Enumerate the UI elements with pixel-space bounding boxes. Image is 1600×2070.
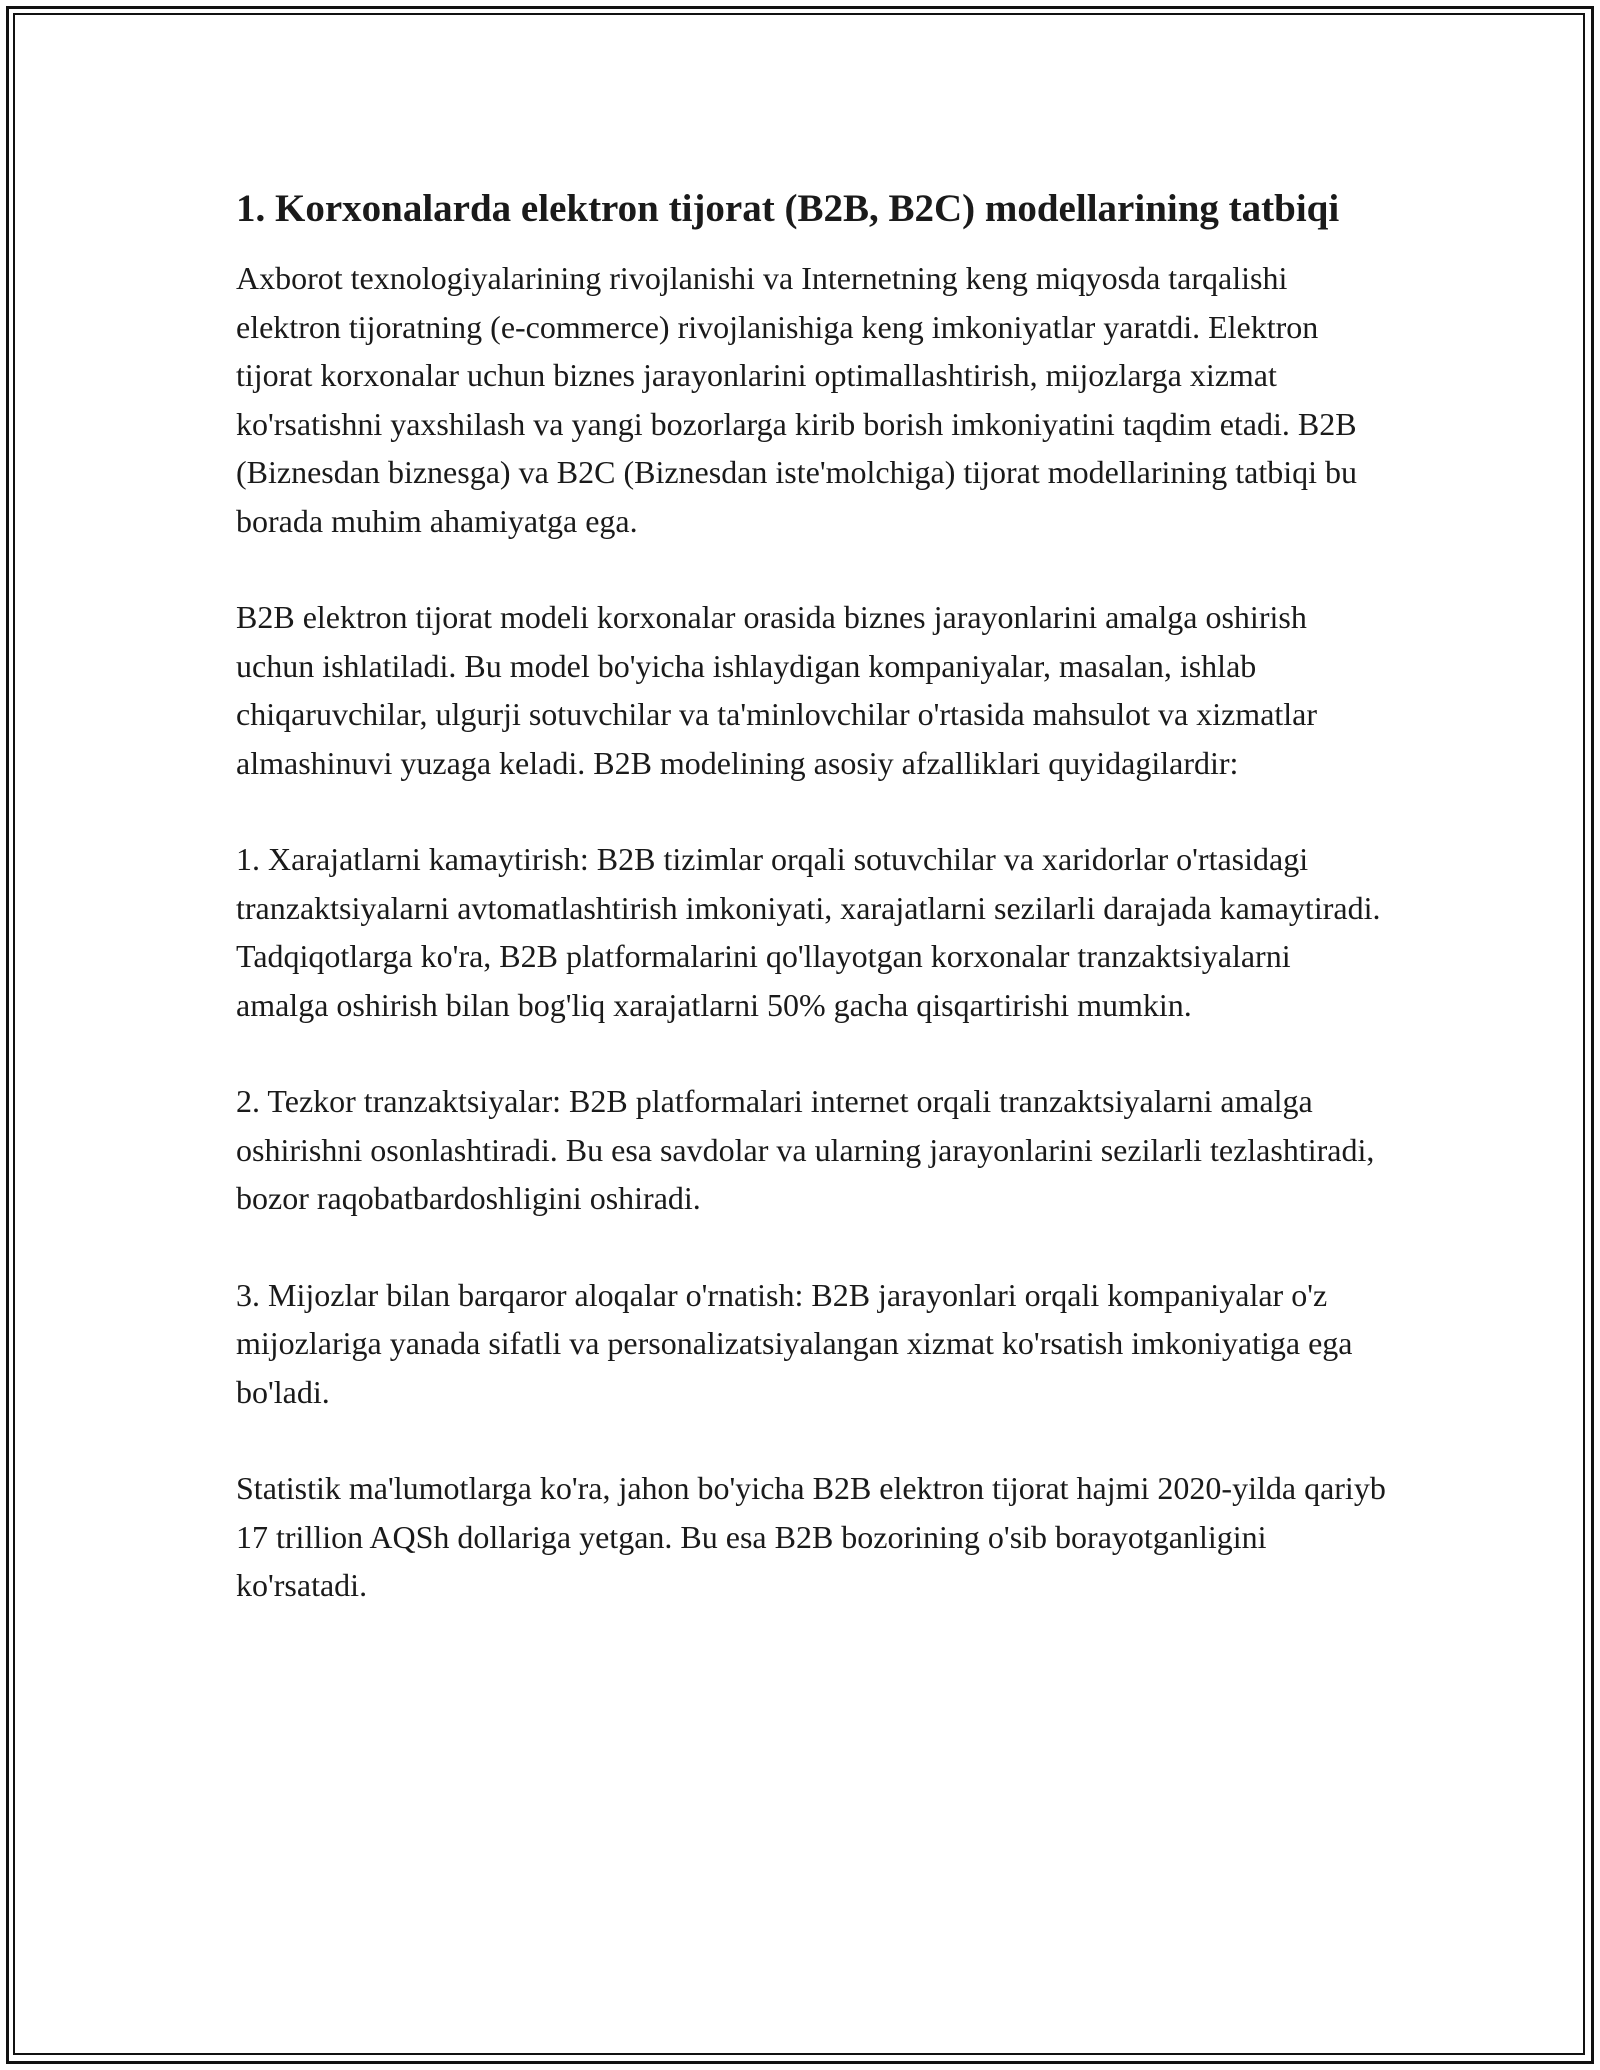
paragraph-statistics: Statistik ma'lumotlarga ko'ra, jahon bo'yicha B2B elektron tijorat hajmi 2020-yilda qariyb 17 trillion AQSh dollariga yetgan. Bu esa B2B bozorining o'sib borayotganligini ko'rsatadi.	[236, 1470, 1386, 1603]
paragraph-cost-reduction: 1. Xarajatlarni kamaytirish: B2B tizimlar orqali sotuvchilar va xaridorlar o'rtasidagi tranzaktsiyalarni avtomatlashtirish imkoniyati, xarajatlarni sezilarli darajada kamaytiradi. Tadqiqotlarga ko'ra, B2B platformalarini qo'llayotgan korxonalar tranzaktsiyalarni amalga oshirish bilan bog'liq xarajatlarni 50% gacha qisqartirishi mumkin.	[236, 841, 1381, 1023]
paragraph-fast-transactions: 2. Tezkor tranzaktsiyalar: B2B platformalari internet orqali tranzaktsiyalarni amalga oshirishni osonlashtiradi. Bu esa savdolar va ularning jarayonlarini sezilarli tezlashtiradi, bozor raqobatbardoshligini oshiradi.	[236, 1083, 1375, 1216]
section-heading: 1. Korxonalarda elektron tijorat (B2B, B2C) modellarining tatbiqi	[236, 187, 1340, 230]
paragraph-intro: Axborot texnologiyalarining rivojlanishi va Internetning keng miqyosda tarqalishi elektron tijoratning (e-commerce) rivojlanishiga keng imkoniyatlar yaratdi. Elektron tijorat korxonalar uchun biznes jarayonlarini optimallashtirish, mijozlarga xizmat ko'rsatishni yaxshilash va yangi bozorlarga kirib borish imkoniyatini taqdim etadi. B2B (Biznesdan biznesga) va B2C (Biznesdan iste'molchiga) tijorat modellarining tatbiqi bu borada muhim ahamiyatga ega.	[236, 260, 1358, 539]
paragraph-customer-relations: 3. Mijozlar bilan barqaror aloqalar o'rnatish: B2B jarayonlari orqali kompaniyalar o'z mijozlariga yanada sifatli va personalizatsiyalangan xizmat ko'rsatish imkoniyatiga ega bo'ladi.	[236, 1276, 1353, 1410]
document-body	[236, 186, 1386, 1610]
paragraph-b2b-model: B2B elektron tijorat modeli korxonalar orasida biznes jarayonlarini amalga oshirish uchun ishlatiladi. Bu model bo'yicha ishlaydigan kompaniyalar, masalan, ishlab chiqaruvchilar, ulgurji sotuvchilar va ta'minlovchilar o'rtasida mahsulot va xizmatlar almashinuvi yuzaga keladi. B2B modelining asosiy afzalliklari quyidagilardir:	[236, 599, 1318, 781]
